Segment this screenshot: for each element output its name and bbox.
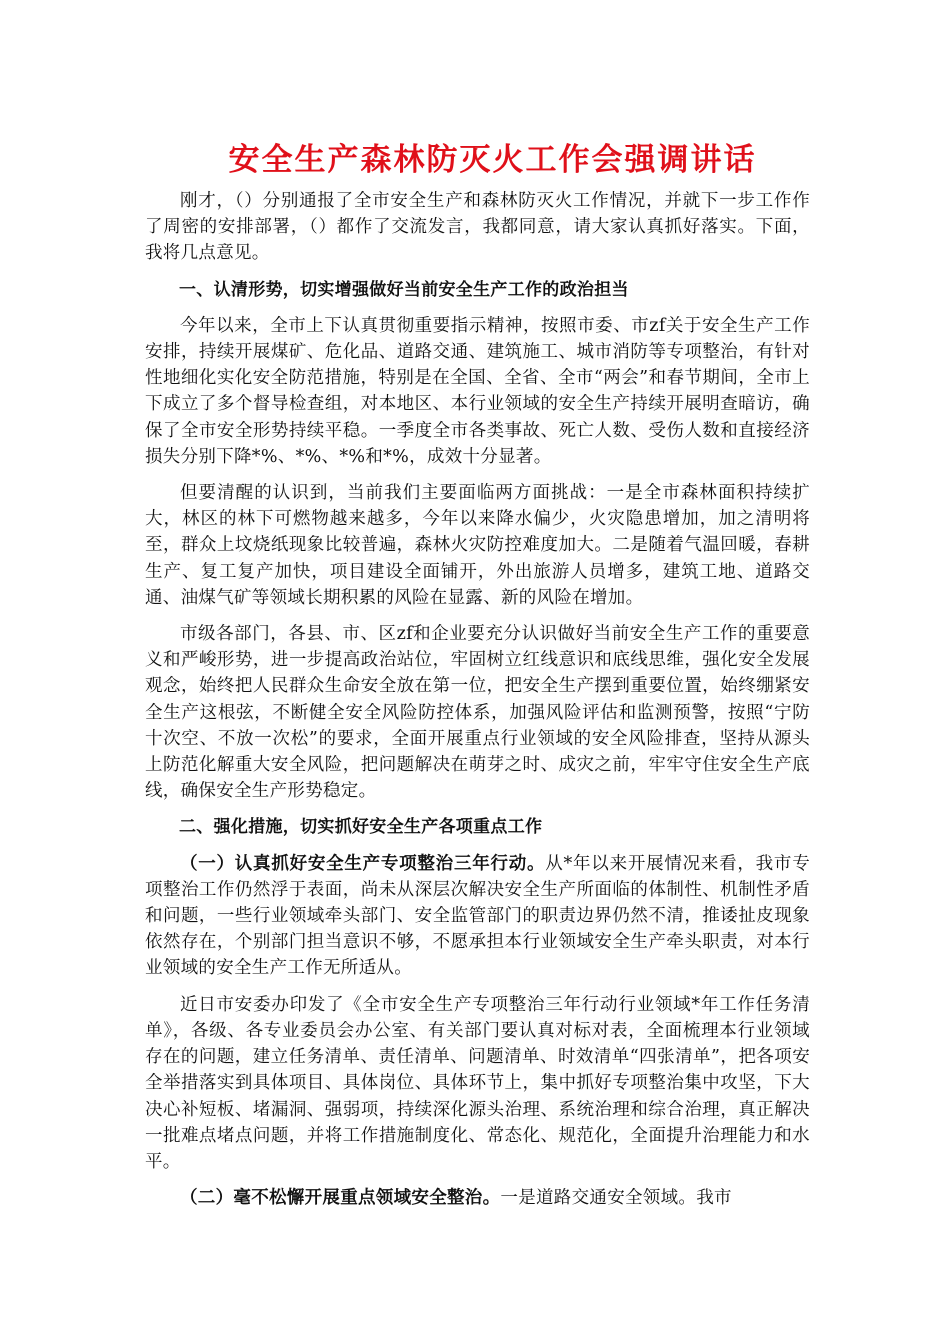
intro-paragraph: 刚才，（）分别通报了全市安全生产和森林防灭火工作情况，并就下一步工作作了周密的安排部署，（）都作了交流发言，我都同意，请大家认真抓好落实。下面，我将几点意见。 xyxy=(145,191,810,264)
section-2-item-1-paragraph-2: 近日市安委办印发了《全市安全生产专项整治三年行动行业领域*年工作任务清单》，各级、各专业委员会办公室、有关部门要认真对标对表，全面梳理本行业领域存在的问题，建立任务清单、责任清单、问题清单、时效清单“四张清单”，把各项安全举措落实到具体项目、具体岗位、具体环节上，集中抓好专项整治集中攻坚，下大决心补短板、堵漏洞、强弱项，持续深化源头治理、系统治理和综合治理，真正解决一批难点堵点问题，并将工作措施制度化、常态化、规范化，全面提升治理能力和水平。 xyxy=(145,994,810,1172)
section-1-paragraph-2: 但要清醒的认识到，当前我们主要面临两方面挑战：一是全市森林面积持续扩大，林区的林下可燃物越来越多，今年以来降水偏少，火灾隐患增加，加之清明将至，群众上坟烧纸现象比较普遍，森林火灾防控难度加大。二是随着气温回暖，春耕生产、复工复产加快，项目建设全面铺开，外出旅游人员增多，建筑工地、道路交通、油煤气矿等领域长期积累的风险在显露、新的风险在增加。 xyxy=(145,483,810,608)
item-1-lead: （一）认真抓好安全生产专项整治三年行动。 xyxy=(180,853,546,874)
document-page xyxy=(145,140,810,1221)
item-2-lead: （二）毫不松懈开展重点领域安全整治。 xyxy=(180,1188,501,1209)
item-1-text: 从*年以来开展情况来看，我市专项整治工作仍然浮于表面，尚未从深层次解决安全生产所面临的体制性、机制性矛盾和问题，一些行业领域牵头部门、安全监管部门的职责边界仍然不清，推诿扯皮现象依然存在，个别部门担当意识不够，不愿承担本行业领域安全生产牵头职责，对本行业领域的安全生产工作无所适从。 xyxy=(145,853,810,979)
section-1-paragraph-1: 今年以来，全市上下认真贯彻重要指示精神，按照市委、市zf关于安全生产工作安排，持续开展煤矿、危化品、道路交通、建筑施工、城市消防等专项整治，有针对性地细化实化安全防范措施，特别是在全国、全省、全市“两会”和春节期间，全市上下成立了多个督导检查组，对本地区、本行业领域的安全生产持续开展明查暗访，确保了全市安全形势持续平稳。一季度全市各类事故、死亡人数、受伤人数和直接经济损失分别下降*%、*%、*%和*%，成效十分显著。 xyxy=(145,315,810,467)
section-2-item-2 xyxy=(145,1185,810,1211)
section-1-heading: 一、认清形势，切实增强做好当前安全生产工作的政治担当 xyxy=(179,279,629,300)
section-1-paragraph-3: 市级各部门，各县、市、区zf和企业要充分认识做好当前安全生产工作的重要意义和严峻形势，进一步提高政治站位，牢固树立红线意识和底线思维，强化安全发展观念，始终把人民群众生命安全放在第一位，把安全生产摆到重要位置，始终绷紧安全生产这根弦，不断健全安全风险防控体系，加强风险评估和监测预警，按照“宁防十次空、不放一次松”的要求，全面开展重点行业领域的安全风险排查，坚持从源头上防范化解重大安全风险，把问题解决在萌芽之时、成灾之前，牢牢守住安全生产底线，确保安全生产形势稳定。 xyxy=(145,624,810,802)
section-2-heading: 二、强化措施，切实抓好安全生产各项重点工作 xyxy=(179,817,543,838)
section-2-item-1 xyxy=(145,851,810,982)
document-title: 安全生产森林防灭火工作会强调讲话 xyxy=(228,142,757,178)
item-2-text: 一是道路交通安全领域。我市 xyxy=(500,1188,732,1209)
